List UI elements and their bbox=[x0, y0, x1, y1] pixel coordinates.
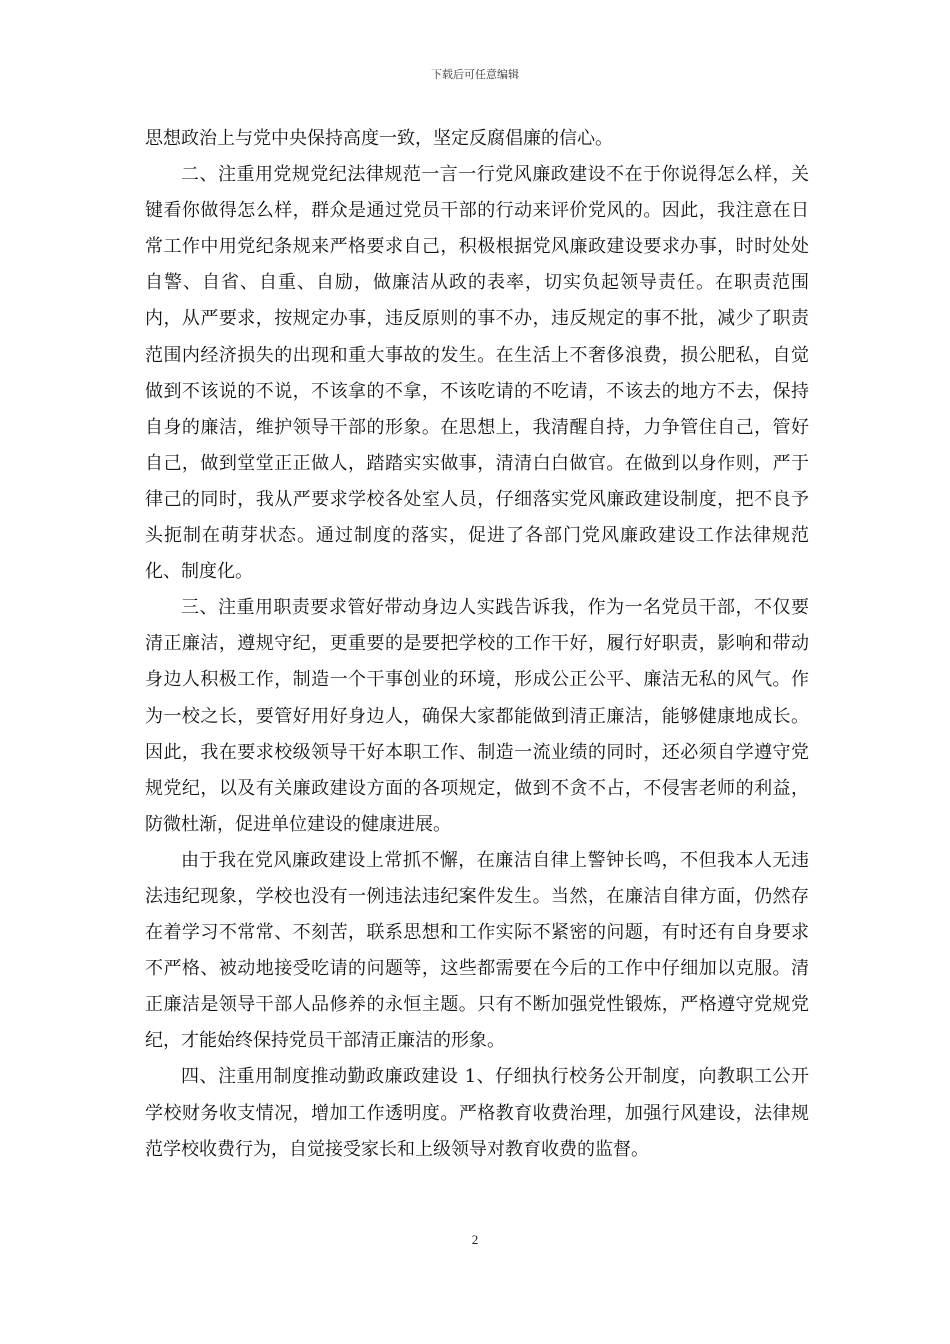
paragraph-section-two: 二、注重用党规党纪法律规范一言一行党风廉政建设不在于你说得怎么样，关键看你做得怎么样，群众是通过党员干部的行动来评价党风的。因此，我注意在日常工作中用党纪条规来严格要求自己，积极根据党风廉政建设要求办事，时时处处自警、自省、自重、自励，做廉洁从政的表率，切实负起领导责任。在职责范围内，从严要求，按规定办事，违反原则的事不办，违反规定的事不批，减少了职责范围内经济损失的出现和重大事故的发生。在生活上不奢侈浪费，损公肥私，自觉做到不该说的不说，不该拿的不拿，不该吃请的不吃请，不该去的地方不去，保持自身的廉洁，维护领导干部的形象。在思想上，我清醒自持，力争管住自己，管好自己，做到堂堂正正做人，踏踏实实做事，清清白白做官。在做到以身作则，严于律己的同时，我从严要求学校各处室人员，仔细落实党风廉政建设制度，把不良予头扼制在萌芽状态。通过制度的落实，促进了各部门党风廉政建设工作法律规范化、制度化。 bbox=[145, 164, 809, 583]
paragraph-section-three: 三、注重用职责要求管好带动身边人实践告诉我，作为一名党员干部，不仅要清正廉洁，遵规守纪，更重要的是要把学校的工作干好，履行好职责，影响和带动身边人积极工作，制造一个干事创业的环境，形成公正公平、廉洁无私的风气。作为一校之长，要管好用好身边人，确保大家都能做到清正廉洁，能够健康地成长。因此，我在要求校级领导干好本职工作、制造一流业绩的同时，还必须自学遵守党规党纪，以及有关廉政建设方面的各项规定，做到不贪不占，不侵害老师的利益，防微杜渐，促进单位建设的健康进展。 bbox=[145, 597, 809, 835]
paragraph-self-review: 由于我在党风廉政建设上常抓不懈，在廉洁自律上警钟长鸣，不但我本人无违法违纪现象，学校也没有一例违法违纪案件发生。当然，在廉洁自律方面，仍然存在着学习不常常、不刻苦，联系思想和工作实际不紧密的问题，有时还有自身要求不严格、被动地接受吃请的问题等，这些都需要在今后的工作中仔细加以克服。清正廉洁是领导干部人品修养的永恒主题。只有不断加强党性锻炼，严格遵守党规党纪，才能始终保持党员干部清正廉洁的形象。 bbox=[145, 849, 809, 1052]
paragraph-section-four: 四、注重用制度推动勤政廉政建设 1、仔细执行校务公开制度，向教职工公开学校财务收支情况，增加工作透明度。严格教育收费治理，加强行风建设，法律规范学校收费行为，自觉接受家长和上级领导对教育收费的监督。 bbox=[145, 1066, 809, 1160]
page-header: 下载后可任意编辑 bbox=[431, 68, 519, 81]
document-body bbox=[145, 121, 809, 1168]
page-number: 2 bbox=[471, 1232, 479, 1247]
paragraph-continuation: 思想政治上与党中央保持高度一致，坚定反腐倡廉的信心。 bbox=[145, 128, 613, 149]
